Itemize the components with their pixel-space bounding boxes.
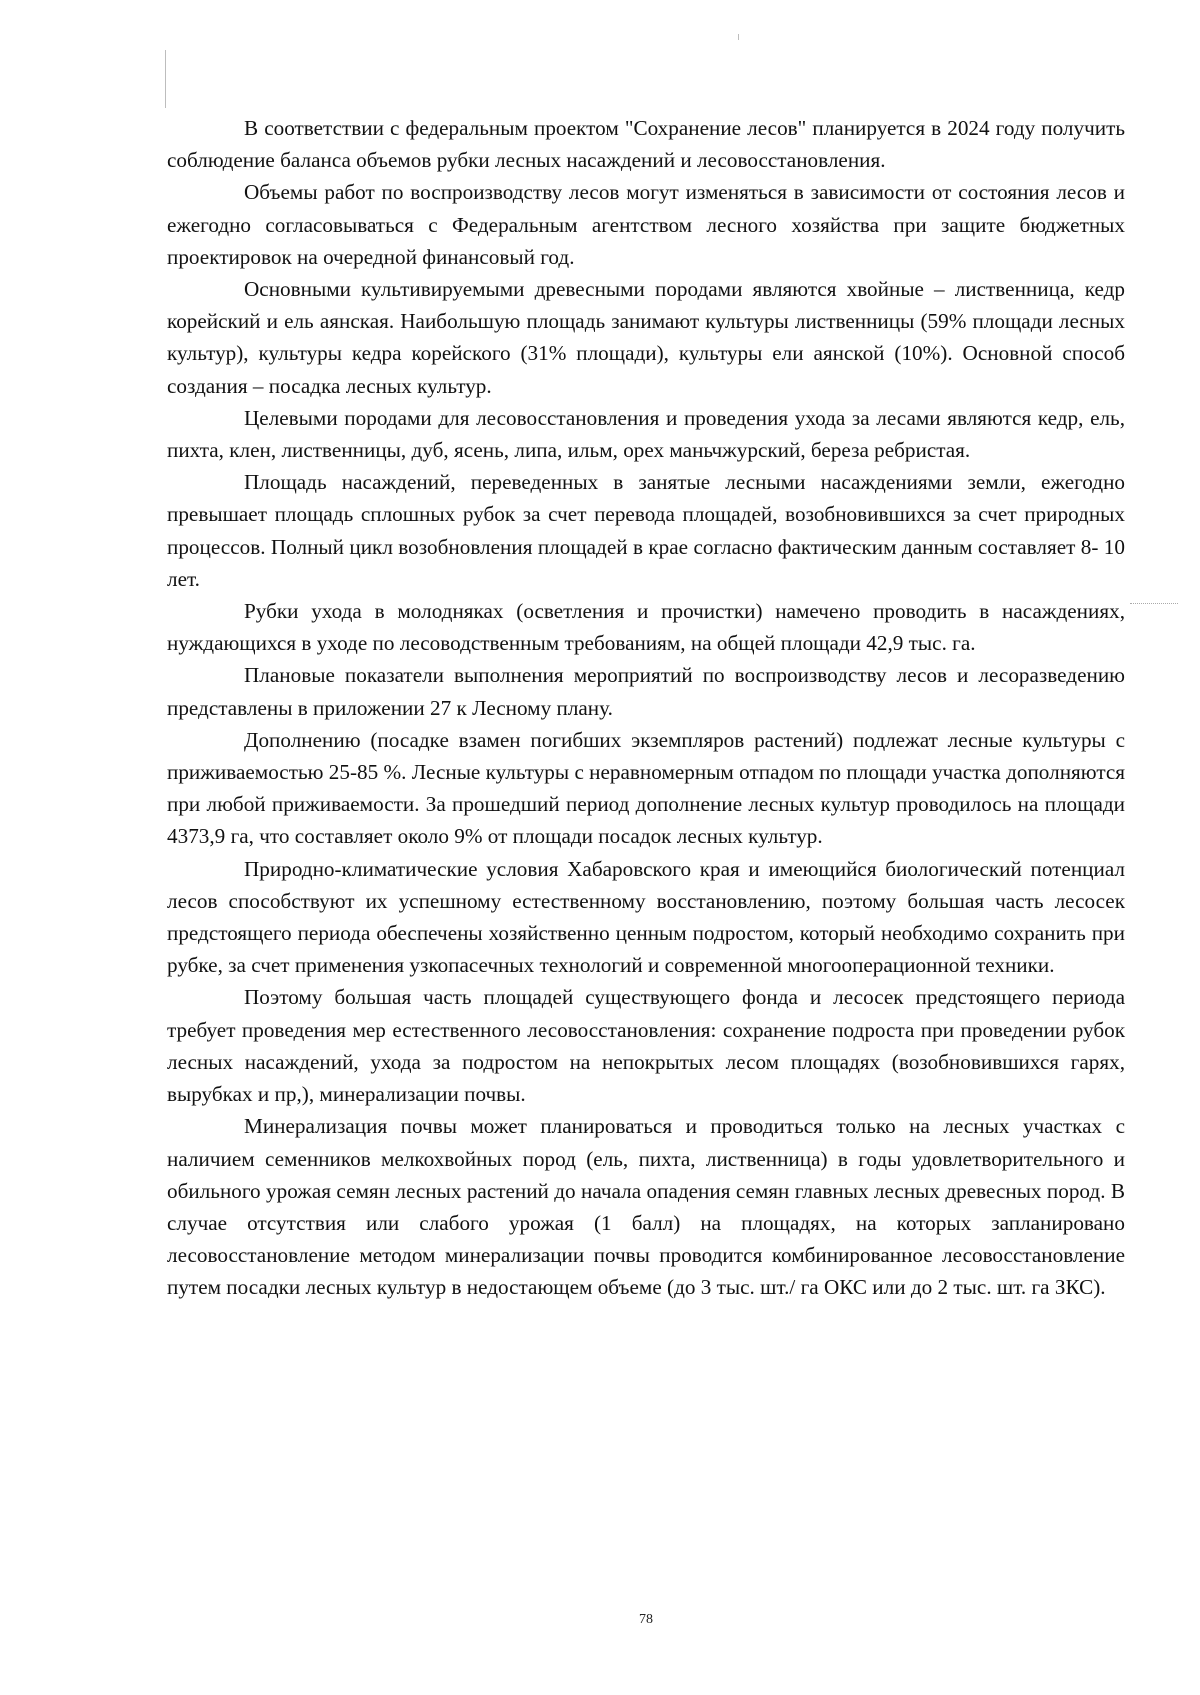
scan-artifact-left-margin bbox=[165, 50, 166, 108]
scan-artifact-right-margin bbox=[1130, 603, 1178, 604]
document-body bbox=[167, 112, 1125, 1304]
scan-artifact-top bbox=[738, 34, 739, 40]
paragraph-11: Минерализация почвы может планироваться и проводиться только на лесных участках с наличием семенников мелкохвойных пород (ель, пихта, лиственница) в годы удовлетворительного и обильного урожая семян лесных растений до начала опадения семян главных лесных древесных пород. В случае отсутствия или слабого урожая (1 балл) на площадях, на которых запланировано лесовосстановление методом минерализации почвы проводится комбинированное лесовосстановление путем посадки лесных культур в недостающем объеме (до 3 тыс. шт./ га ОКС или до 2 тыс. шт. га ЗКС). bbox=[167, 1114, 1125, 1300]
paragraph-6: Рубки ухода в молодняках (осветления и прочистки) намечено проводить в насаждениях, нуждающихся в уходе по лесоводственным требованиям, на общей площади 42,9 тыс. га. bbox=[167, 599, 1125, 656]
paragraph-7: Плановые показатели выполнения мероприятий по воспроизводству лесов и лесоразведению представлены в приложении 27 к Лесному плану. bbox=[167, 663, 1125, 720]
paragraph-1: В соответствии с федеральным проектом "Сохранение лесов" планируется в 2024 году получить соблюдение баланса объемов рубки лесных насаждений и лесовосстановления. bbox=[167, 116, 1125, 173]
page-number: 78 bbox=[639, 1612, 653, 1627]
paragraph-10: Поэтому большая часть площадей существующего фонда и лесосек предстоящего периода требует проведения мер естественного лесовосстановления: сохранение подроста при проведении рубок лесных насаждений, ухода за подростом на непокрытых лесом площадях (возобновившихся гарях, вырубках и пр,), минерализации почвы. bbox=[167, 985, 1125, 1107]
paragraph-5: Площадь насаждений, переведенных в занятые лесными насаждениями земли, ежегодно превышает площадь сплошных рубок за счет перевода площадей, возобновившихся за счет природных процессов. Полный цикл возобновления площадей в крае согласно фактическим данным составляет 8- 10 лет. bbox=[167, 470, 1125, 591]
paragraph-9: Природно-климатические условия Хабаровского края и имеющийся биологический потенциал лесов способствуют их успешному естественному восстановлению, поэтому большая часть лесосек предстоящего периода обеспечены хозяйственно ценным подростом, который необходимо сохранить при рубке, за счет применения узкопасечных технологий и современной многооперационной техники. bbox=[167, 856, 1125, 978]
paragraph-4: Целевыми породами для лесовосстановления и проведения ухода за лесами являются кедр, ель, пихта, клен, лиственницы, дуб, ясень, липа, ильм, орех маньчжурский, береза ребристая. bbox=[167, 405, 1125, 463]
paragraph-2: Объемы работ по воспроизводству лесов могут изменяться в зависимости от состояния лесов и ежегодно согласовываться с Федеральным агентством лесного хозяйства при защите бюджетных проектировок на очередной финансовый год. bbox=[167, 180, 1125, 269]
paragraph-3: Основными культивируемыми древесными породами являются хвойные – лиственница, кедр корейский и ель аянская. Наибольшую площадь занимают культуры лиственницы (59% площади лесных культур), культуры кедра корейского (31% площади), культуры ели аянской (10%). Основной способ создания – посадка лесных культур. bbox=[167, 277, 1125, 398]
paragraph-8: Дополнению (посадке взамен погибших экземпляров растений) подлежат лесные культуры с приживаемостью 25-85 %. Лесные культуры с неравномерным отпадом по площади участка дополняются при любой приживаемости. За прошедший период дополнение лесных культур проводилось на площади 4373,9 га, что составляет около 9% от площади посадок лесных культур. bbox=[167, 727, 1125, 849]
